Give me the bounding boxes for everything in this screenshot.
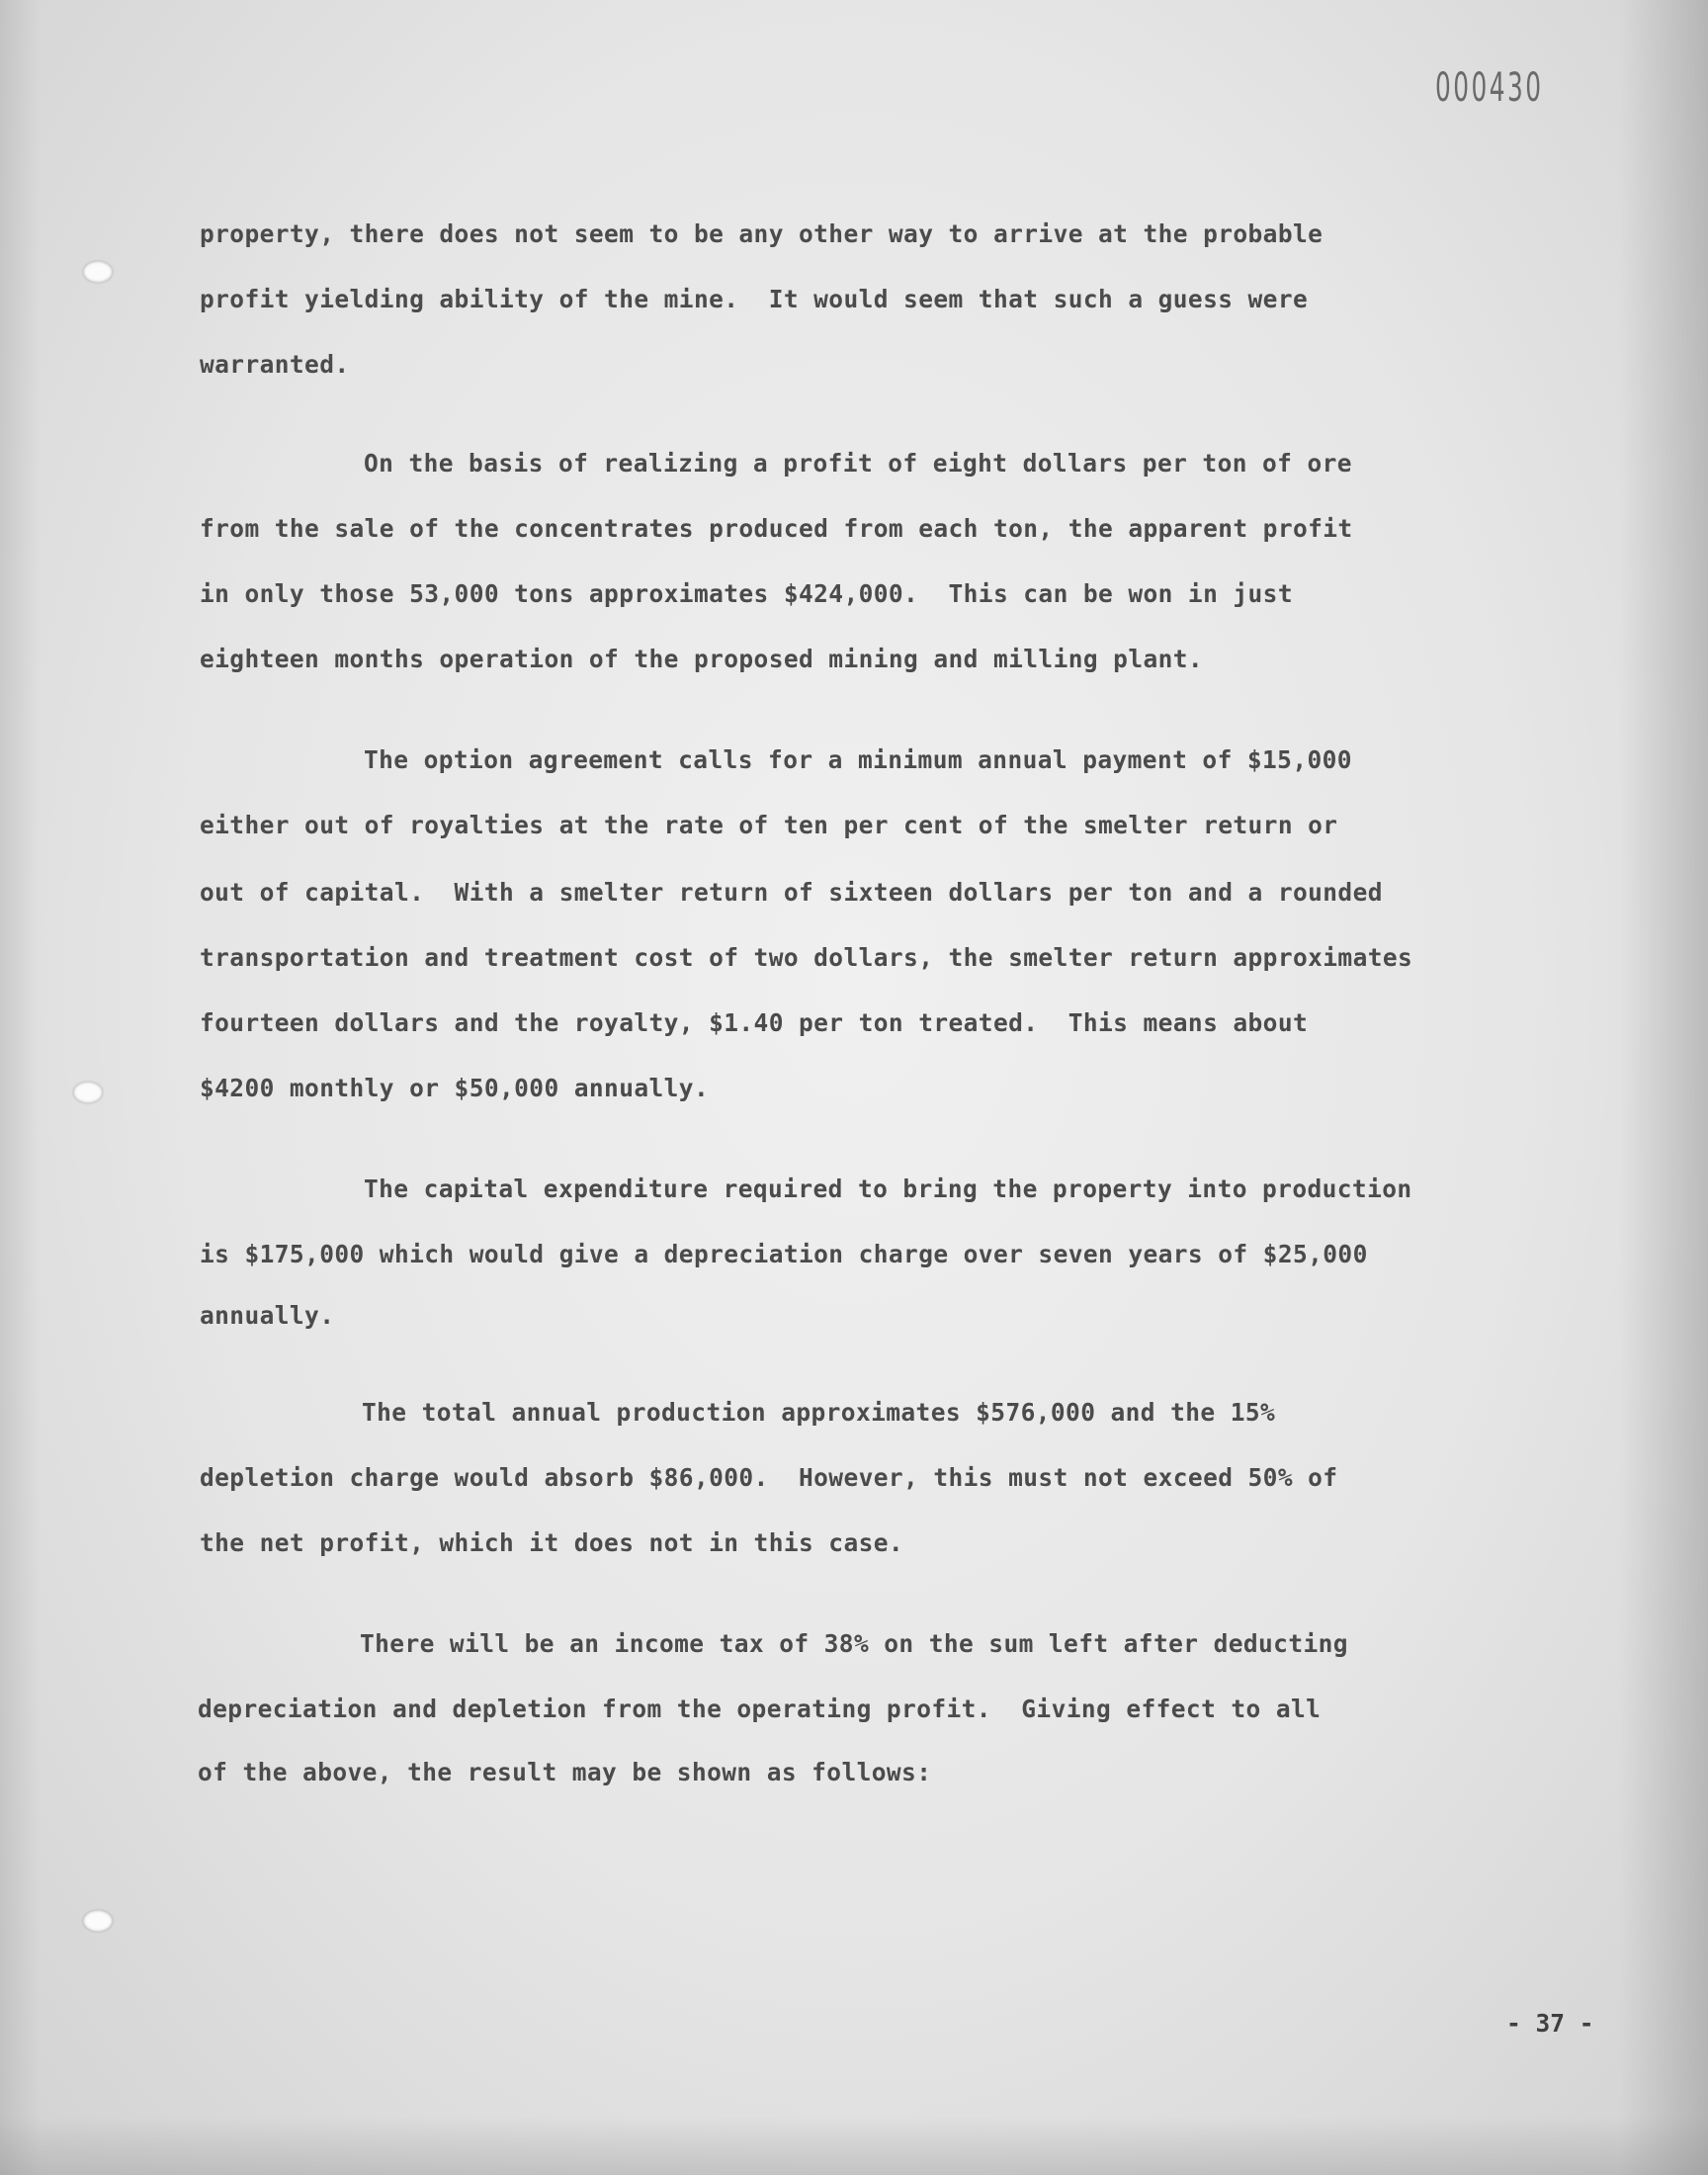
paragraph-2-line-1: On the basis of realizing a profit of eight dollars per ton of ore [364, 449, 1352, 478]
paragraph-1-line-3: warranted. [200, 350, 350, 379]
paragraph-3-line-1: The option agreement calls for a minimum annual payment of $15,000 [364, 745, 1352, 774]
paragraph-6-line-1: There will be an income tax of 38% on the sum left after deducting [360, 1629, 1348, 1658]
paragraph-5-line-2: depletion charge would absorb $86,000. However, this must not exceed 50% of [200, 1463, 1338, 1492]
paragraph-3-line-6: $4200 monthly or $50,000 annually. [200, 1074, 710, 1102]
paragraph-4-line-2: is $175,000 which would give a depreciation charge over seven years of $25,000 [200, 1240, 1368, 1268]
paragraph-1-line-2: profit yielding ability of the mine. It would seem that such a guess were [200, 285, 1309, 313]
punch-hole-bottom [83, 1910, 113, 1932]
paragraph-3-line-4: transportation and treatment cost of two dollars, the smelter return approximates [200, 943, 1413, 972]
punch-hole-middle [73, 1082, 103, 1103]
paragraph-3-line-3: out of capital. With a smelter return of sixteen dollars per ton and a rounded [200, 878, 1383, 907]
paragraph-5-line-1: The total annual production approximates $576,000 and the 15% [362, 1398, 1276, 1427]
paragraph-3-line-2: either out of royalties at the rate of ten per cent of the smelter return or [200, 811, 1338, 839]
paragraph-3-line-5: fourteen dollars and the royalty, $1.40 per ton treated. This means about [200, 1008, 1309, 1037]
paragraph-5-line-3: the net profit, which it does not in this case. [200, 1528, 904, 1557]
paragraph-4-line-3: annually. [200, 1301, 335, 1330]
page-number: - 37 - [1506, 2009, 1594, 2038]
page-edge-shadow-left [0, 0, 40, 2175]
punch-hole-top [83, 261, 113, 283]
paragraph-4-line-1: The capital expenditure required to bring the property into production [364, 1174, 1412, 1203]
paragraph-2-line-2: from the sale of the concentrates produced from each ton, the apparent profit [200, 514, 1353, 543]
page-edge-shadow-bottom [0, 2116, 1708, 2175]
paragraph-2-line-4: eighteen months operation of the proposed mining and milling plant. [200, 645, 1204, 673]
paragraph-6-line-2: depreciation and depletion from the operating profit. Giving effect to all [198, 1695, 1322, 1723]
page-edge-shadow-right [1619, 0, 1708, 2175]
paragraph-2-line-3: in only those 53,000 tons approximates $424,000. This can be won in just [200, 579, 1293, 608]
document-number: 000430 [1435, 65, 1544, 111]
paragraph-1-line-1: property, there does not seem to be any other way to arrive at the probable [200, 219, 1324, 248]
paragraph-6-line-3: of the above, the result may be shown as follows: [198, 1758, 932, 1786]
